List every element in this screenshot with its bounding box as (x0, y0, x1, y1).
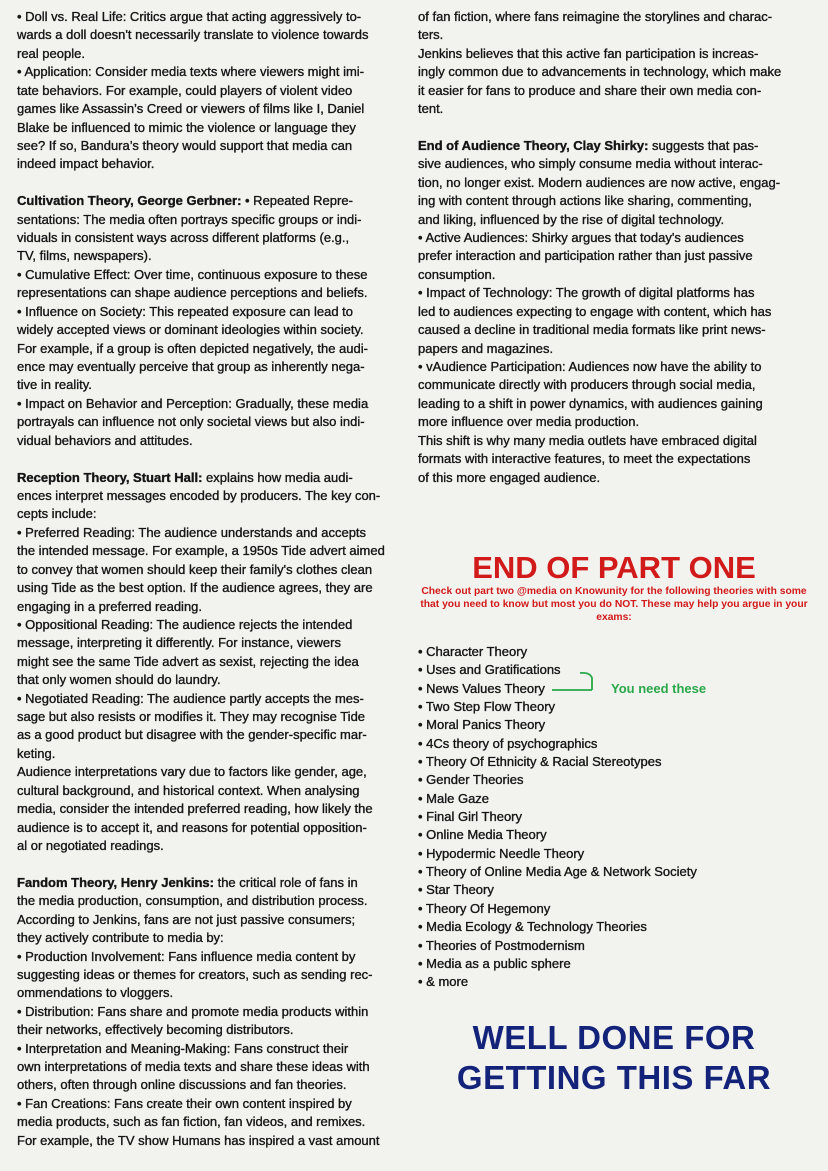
line-text: This shift is why many media outlets have embraced digital (418, 432, 757, 448)
text-line (418, 395, 813, 413)
line-text: message, interpreting it differently. For instance, viewers (17, 635, 341, 651)
section-heading: Reception Theory, Stuart Hall: (17, 469, 203, 485)
line-text: suggests that pas- (648, 137, 759, 153)
theory-item: • Theories of Postmodernism (418, 937, 585, 953)
line-text: ommendations to vloggers. (17, 985, 174, 1001)
text-line (17, 616, 412, 634)
line-text: ing with content through actions like sharing, commenting, (418, 193, 752, 209)
right-column (418, 8, 813, 487)
text-line (17, 100, 412, 118)
closing-line-1: WELL DONE FOR (472, 1019, 756, 1056)
line-text: see? If so, Bandura’s theory would support that media can (17, 137, 353, 153)
line-text: the critical role of fans in (213, 874, 358, 890)
text-line (17, 561, 412, 579)
line-text: • Negotiated Reading: The audience partly accepts the mes- (17, 690, 364, 706)
line-text: • Fan Creations: Fans create their own content inspired by (17, 1095, 352, 1111)
line-text: real people. (17, 45, 85, 61)
theory-item: • Hypodermic Needle Theory (418, 845, 585, 861)
text-line (418, 229, 813, 247)
line-text: sage but also resists or modifies it. They may recognise Tide (17, 709, 366, 725)
line-text: the media production, consumption, and distribution process. (17, 893, 368, 909)
text-line (418, 247, 813, 265)
line-text: of fan fiction, where fans reimagine the storylines and charac- (418, 9, 773, 24)
line-text: • vAudience Participation: Audiences now have the ability to (418, 359, 762, 375)
text-line (17, 1040, 412, 1058)
line-text: more influence over media production. (418, 414, 640, 430)
text-line (17, 450, 412, 468)
line-text: keting. (17, 745, 56, 761)
line-text: cultural background, and historical context. When analysing (17, 782, 360, 798)
theory-item: • Moral Panics Theory (418, 717, 546, 733)
line-text: papers and magazines. (418, 340, 554, 356)
text-line (17, 819, 412, 837)
line-text: media products, such as fan fiction, fan videos, and remixes. (17, 1114, 366, 1130)
line-text: leading to a shift in power dynamics, with audiences gaining (418, 395, 763, 411)
text-line (17, 413, 412, 431)
text-line (17, 119, 412, 137)
line-text: Blake be influenced to mimic the violence or language they (17, 119, 356, 135)
text-line (17, 82, 412, 100)
line-text: • Cumulative Effect: Over time, continuous exposure to these (17, 266, 368, 282)
text-line (418, 26, 813, 44)
text-line (17, 192, 412, 210)
text-line (17, 247, 412, 265)
theory-item: • Theory Of Hegemony (418, 900, 551, 916)
text-line (17, 1058, 412, 1076)
theory-item: • Character Theory (418, 644, 528, 659)
text-line (418, 376, 813, 394)
line-text: • Distribution: Fans share and promote media products within (17, 1003, 369, 1019)
text-line (418, 174, 813, 192)
line-text: ences interpret messages encoded by producers. The key con- (17, 487, 381, 503)
left-column (17, 8, 412, 1150)
line-text: that only women should do laundry. (17, 672, 221, 688)
theory-item: • Two Step Flow Theory (418, 699, 556, 715)
text-line (17, 26, 412, 44)
text-line (17, 229, 412, 247)
text-line (17, 432, 412, 450)
line-text: According to Jenkins, fans are not just passive consumers; (17, 911, 356, 927)
text-line (17, 745, 412, 763)
section-heading: End of Audience Theory, Clay Shirky: (418, 137, 649, 153)
text-line (17, 874, 412, 892)
line-text: widely accepted views or dominant ideologies within society. (17, 322, 364, 338)
text-line (17, 984, 412, 1002)
text-line (17, 137, 412, 155)
line-text: consumption. (418, 266, 496, 282)
closing-message (414, 1018, 814, 1098)
theory-item: • Final Girl Theory (418, 809, 523, 825)
text-line (17, 1003, 412, 1021)
line-text: Jenkins believes that this active fan participation is increas- (418, 45, 759, 61)
text-line (17, 690, 412, 708)
text-line (17, 174, 412, 192)
line-text: to convey that women should keep their family's clothes clean (17, 561, 373, 577)
line-text: as a good product but disagree with the gender-specific mar- (17, 727, 367, 743)
line-text: sive audiences, who simply consume media without interac- (418, 156, 763, 172)
theory-item: • Media as a public sphere (418, 955, 571, 971)
line-text: Audience interpretations vary due to factors like gender, age, (17, 764, 367, 780)
line-text: • Application: Consider media texts where viewers might imi- (17, 64, 365, 80)
text-line (17, 763, 412, 781)
theory-item: • Gender Theories (418, 772, 524, 788)
theory-item: • Online Media Theory (418, 827, 547, 843)
line-text: wards a doll doesn't necessarily translate to violence towards (17, 27, 369, 43)
line-text: sentations: The media often portrays specific groups or indi- (17, 211, 362, 227)
line-text: ence may eventually perceive that group as inherently nega- (17, 359, 365, 375)
line-text: own interpretations of media texts and share these ideas with (17, 1059, 370, 1075)
text-line (17, 708, 412, 726)
text-line (418, 137, 813, 155)
text-line (418, 321, 813, 339)
text-line (17, 303, 412, 321)
theory-item: • Male Gaze (418, 790, 490, 806)
line-text: portrayals can influence not only societal views but also indi- (17, 414, 365, 430)
text-line (17, 1132, 412, 1150)
text-line (17, 671, 412, 689)
text-line (17, 1076, 412, 1094)
section-heading: Cultivation Theory, George Gerbner: (17, 193, 242, 209)
line-text: games like Assassin’s Creed or viewers of films like I, Daniel (17, 101, 365, 117)
text-line (17, 966, 412, 984)
line-text: tion, no longer exist. Modern audiences are now active, engag- (418, 174, 781, 190)
text-line (17, 634, 412, 652)
text-line (418, 284, 813, 302)
text-line (418, 303, 813, 321)
theory-item: • Media Ecology & Technology Theories (418, 919, 647, 935)
line-text: viduals in consistent ways across different platforms (e.g., (17, 230, 350, 246)
theory-item: • Theory Of Ethnicity & Racial Stereotypes (418, 754, 662, 770)
text-line (418, 8, 813, 26)
text-line (17, 1021, 412, 1039)
text-line (17, 524, 412, 542)
line-text: of this more engaged audience. (418, 469, 601, 485)
text-line (418, 155, 813, 173)
line-text: media, consider the intended preferred reading, how likely the (17, 801, 373, 817)
line-text: tent. (418, 101, 444, 117)
line-text: • Impact on Behavior and Perception: Gradually, these media (17, 395, 369, 411)
line-text: • Doll vs. Real Life: Critics argue that acting aggressively to- (17, 9, 362, 24)
text-line (418, 100, 813, 118)
text-line (418, 358, 813, 376)
line-text: • Oppositional Reading: The audience rejects the intended (17, 616, 353, 632)
line-text: audience is to accept it, and reasons for potential opposition- (17, 819, 367, 835)
text-line (418, 469, 813, 487)
line-text: ingly common due to advancements in technology, which make (418, 64, 782, 80)
text-line (17, 726, 412, 744)
text-line (17, 892, 412, 910)
line-text: al or negotiated readings. (17, 837, 164, 853)
text-line (17, 579, 412, 597)
text-line (17, 855, 412, 873)
text-line (17, 653, 412, 671)
text-line (17, 487, 412, 505)
text-line (17, 211, 412, 229)
text-line (17, 1113, 412, 1131)
line-text: it easier for fans to produce and share their own media con- (418, 82, 762, 98)
text-line (17, 598, 412, 616)
text-line (418, 266, 813, 284)
text-line (17, 63, 412, 81)
line-text: • Active Audiences: Shirky argues that today's audiences (418, 230, 744, 246)
line-text: led to audiences expecting to engage with content, which has (418, 303, 772, 319)
theory-item: • 4Cs theory of psychographics (418, 735, 598, 751)
bracket-annotation-icon (550, 668, 610, 698)
text-line (17, 8, 412, 26)
line-text: For example, if a group is often depicted negatively, the audi- (17, 340, 368, 356)
text-line (17, 321, 412, 339)
end-of-part-one-heading: END OF PART ONE (472, 550, 756, 585)
text-line (17, 800, 412, 818)
theory-item: • & more (418, 974, 469, 990)
line-text: prefer interaction and participation rather than just passive (418, 248, 753, 264)
line-text: cepts include: (17, 506, 97, 522)
text-line (17, 837, 412, 855)
text-line (418, 82, 813, 100)
text-line (418, 45, 813, 63)
line-text: For example, the TV show Humans has inspired a vast amount (17, 1132, 380, 1148)
line-text: • Repeated Repre- (241, 193, 353, 209)
line-text: representations can shape audience perceptions and beliefs. (17, 285, 368, 301)
text-line (418, 413, 813, 431)
text-line (17, 340, 412, 358)
text-line (17, 358, 412, 376)
theory-item: • Uses and Gratifications (418, 662, 561, 678)
text-line (17, 505, 412, 523)
text-line (17, 395, 412, 413)
line-text: • Production Involvement: Fans influence media content by (17, 948, 356, 964)
line-text: others, often through online discussions and fan theories. (17, 1077, 347, 1093)
text-line (17, 1095, 412, 1113)
text-line (17, 266, 412, 284)
line-text: explains how media audi- (202, 469, 353, 485)
text-line (418, 192, 813, 210)
line-text: TV, films, newspapers). (17, 248, 152, 264)
text-line (418, 340, 813, 358)
line-text: using Tide as the best option. If the audience agrees, they are (17, 580, 373, 596)
line-text: communicate directly with producers through social media, (418, 377, 756, 393)
you-need-these-annotation: You need these (611, 681, 707, 696)
text-line (17, 911, 412, 929)
text-line (17, 469, 412, 487)
line-text: indeed impact behavior. (17, 156, 155, 172)
line-text: engaging in a preferred reading. (17, 598, 203, 614)
line-text: caused a decline in traditional media formats like print news- (418, 322, 766, 338)
text-line (418, 450, 813, 468)
line-text: suggesting ideas or themes for creators, such as sending rec- (17, 966, 373, 982)
line-text: tive in reality. (17, 377, 92, 393)
text-line (17, 948, 412, 966)
theory-item: • News Values Theory (418, 680, 545, 696)
text-line (17, 542, 412, 560)
text-line (17, 45, 412, 63)
line-text: • Interpretation and Meaning-Making: Fans construct their (17, 1040, 349, 1056)
line-text: they actively contribute to media by: (17, 930, 224, 946)
section-heading: Fandom Theory, Henry Jenkins: (17, 874, 214, 890)
line-text: • Influence on Society: This repeated exposure can lead to (17, 303, 354, 319)
text-line (17, 155, 412, 173)
text-line (17, 782, 412, 800)
line-text: • Impact of Technology: The growth of digital platforms has (418, 285, 755, 301)
text-line (17, 376, 412, 394)
line-text: formats with interactive features, to meet the expectations (418, 451, 751, 467)
part-two-note: Check out part two @media on Knowunity for the following theories with some that you need to know but most you do NOT. These may help you argue in your exams: (420, 586, 808, 624)
line-text: and liking, influenced by the rise of digital technology. (418, 211, 725, 227)
text-line (418, 432, 813, 450)
line-text: the intended message. For example, a 1950s Tide advert aimed (17, 543, 385, 559)
line-text: vidual behaviors and attitudes. (17, 432, 193, 448)
text-line (17, 284, 412, 302)
theory-item: • Theory of Online Media Age & Network Society (418, 864, 697, 880)
line-text: tate behaviors. For example, could players of violent video (17, 82, 353, 98)
line-text: their networks, effectively becoming distributors. (17, 1022, 294, 1038)
text-line (418, 211, 813, 229)
line-text: ters. (418, 27, 444, 43)
line-text: • Preferred Reading: The audience understands and accepts (17, 524, 367, 540)
theory-item: • Star Theory (418, 882, 494, 898)
closing-line-2: GETTING THIS FAR (456, 1059, 772, 1096)
text-line (17, 929, 412, 947)
text-line (418, 63, 813, 81)
text-line (418, 119, 813, 137)
line-text: might see the same Tide advert as sexist, rejecting the idea (17, 653, 359, 669)
